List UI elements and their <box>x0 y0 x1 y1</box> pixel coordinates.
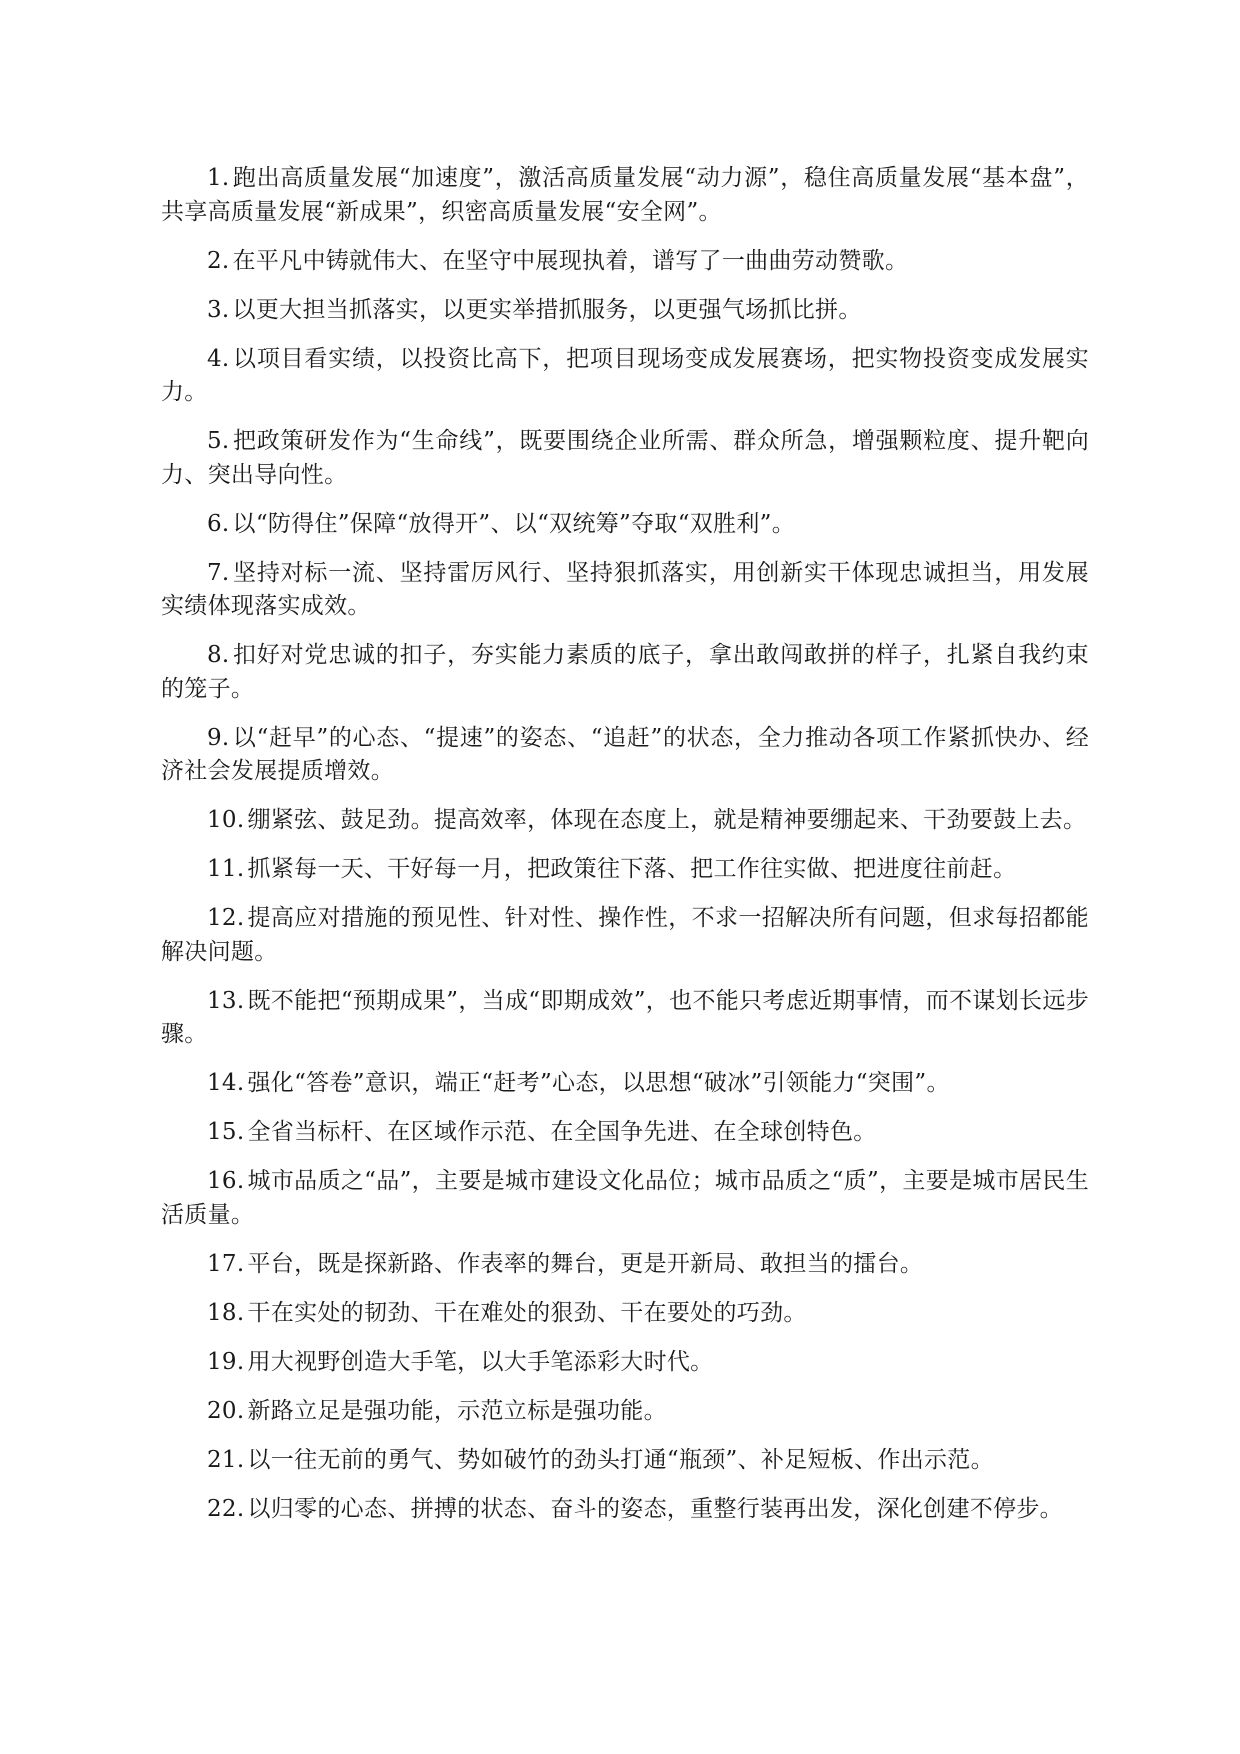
item-number: 8. <box>207 642 230 668</box>
item-number: 13. <box>207 987 245 1014</box>
item-text: 把政策研发作为“生命线”，既要围绕企业所需、群众所急，增强颗粒度、提升靶向力、突出导向性。 <box>161 428 1089 488</box>
item-number: 12. <box>207 905 245 931</box>
list-item <box>161 853 1089 887</box>
list-item <box>161 162 1089 229</box>
item-text: 跑出高质量发展“加速度”，激活高质量发展“动力源”，稳住高质量发展“基本盘”，共享高质量发展“新成果”，织密高质量发展“安全网”。 <box>161 165 1089 225</box>
item-number: 17. <box>207 1250 245 1277</box>
item-number: 1. <box>207 165 230 191</box>
item-text: 扣好对党忠诚的扣子，夯实能力素质的底子，拿出敢闯敢拼的样子，扎紧自我约束的笼子。 <box>161 642 1089 702</box>
item-text: 平台，既是探新路、作表率的舞台，更是开新局、敢担当的擂台。 <box>247 1250 924 1277</box>
list-item <box>161 1165 1089 1232</box>
item-number: 2. <box>207 247 230 274</box>
item-text: 坚持对标一流、坚持雷厉风行、坚持狠抓落实，用创新实干体现忠诚担当，用发展实绩体现落实成效。 <box>161 559 1089 619</box>
item-text: 既不能把“预期成果”，当成“即期成效”，也不能只考虑近期事情，而不谋划长远步骤。 <box>161 987 1089 1047</box>
list-item <box>161 985 1089 1052</box>
list-item <box>161 1346 1089 1380</box>
list-item <box>161 804 1089 838</box>
list-item <box>161 1067 1089 1101</box>
list-item <box>161 1297 1089 1331</box>
item-number: 19. <box>207 1348 245 1375</box>
list-item <box>161 1116 1089 1150</box>
item-number: 7. <box>207 559 230 586</box>
item-number: 14. <box>207 1070 245 1096</box>
item-text: 以“防得住”保障“放得开”、以“双统筹”夺取“双胜利”。 <box>232 510 796 537</box>
item-text: 全省当标杆、在区域作示范、在全国争先进、在全球创特色。 <box>247 1119 877 1145</box>
list-item <box>161 557 1089 624</box>
item-number: 6. <box>207 510 230 537</box>
list-item <box>161 508 1089 542</box>
list-item <box>161 1444 1089 1478</box>
item-text: 用大视野创造大手笔，以大手笔添彩大时代。 <box>247 1348 714 1375</box>
item-text: 以归零的心态、拼搏的状态、奋斗的姿态，重整行装再出发，深化创建不停步。 <box>247 1495 1063 1522</box>
item-text: 以项目看实绩，以投资比高下，把项目现场变成发展赛场，把实物投资变成发展实力。 <box>161 345 1089 405</box>
item-text: 强化“答卷”意识，端正“赶考”心态，以思想“破冰”引领能力“突围”。 <box>247 1070 950 1096</box>
item-number: 10. <box>207 807 245 833</box>
item-text: 以“赶早”的心态、“提速”的姿态、“追赶”的状态，全力推动各项工作紧抓快办、经济社会发展提质增效。 <box>161 724 1089 784</box>
item-number: 18. <box>207 1299 245 1326</box>
list-item <box>161 902 1089 969</box>
item-number: 16. <box>207 1168 245 1194</box>
item-number: 22. <box>207 1495 245 1522</box>
document-page <box>161 162 1089 1542</box>
item-text: 以更大担当抓落实，以更实举措抓服务，以更强气场抓比拼。 <box>232 296 862 323</box>
list-item <box>161 425 1089 492</box>
item-text: 抓紧每一天、干好每一月，把政策往下落、把工作往实做、把进度往前赶。 <box>247 856 1017 882</box>
item-text: 以一往无前的勇气、势如破竹的劲头打通“瓶颈”、补足短板、作出示范。 <box>247 1446 994 1473</box>
item-number: 21. <box>207 1446 245 1473</box>
list-item <box>161 639 1089 706</box>
item-number: 9. <box>207 724 230 751</box>
item-text: 城市品质之“品”，主要是城市建设文化品位；城市品质之“质”，主要是城市居民生活质量。 <box>161 1168 1089 1228</box>
item-text: 新路立足是强功能，示范立标是强功能。 <box>247 1397 667 1424</box>
list-item <box>161 1248 1089 1282</box>
item-number: 20. <box>207 1397 245 1424</box>
item-number: 11. <box>207 856 245 882</box>
list-item <box>161 1493 1089 1527</box>
item-number: 5. <box>207 428 230 454</box>
list-item <box>161 722 1089 789</box>
list-item <box>161 245 1089 279</box>
item-text: 干在实处的韧劲、干在难处的狠劲、干在要处的巧劲。 <box>247 1299 807 1326</box>
item-text: 在平凡中铸就伟大、在坚守中展现执着，谱写了一曲曲劳动赞歌。 <box>232 247 909 274</box>
list-item <box>161 294 1089 328</box>
item-number: 15. <box>207 1119 245 1145</box>
list-item <box>161 1395 1089 1429</box>
item-text: 绷紧弦、鼓足劲。提高效率，体现在态度上，就是精神要绷起来、干劲要鼓上去。 <box>247 807 1087 833</box>
list-item <box>161 343 1089 410</box>
item-number: 4. <box>207 345 230 372</box>
item-number: 3. <box>207 296 230 323</box>
item-text: 提高应对措施的预见性、针对性、操作性，不求一招解决所有问题，但求每招都能解决问题。 <box>161 905 1089 965</box>
